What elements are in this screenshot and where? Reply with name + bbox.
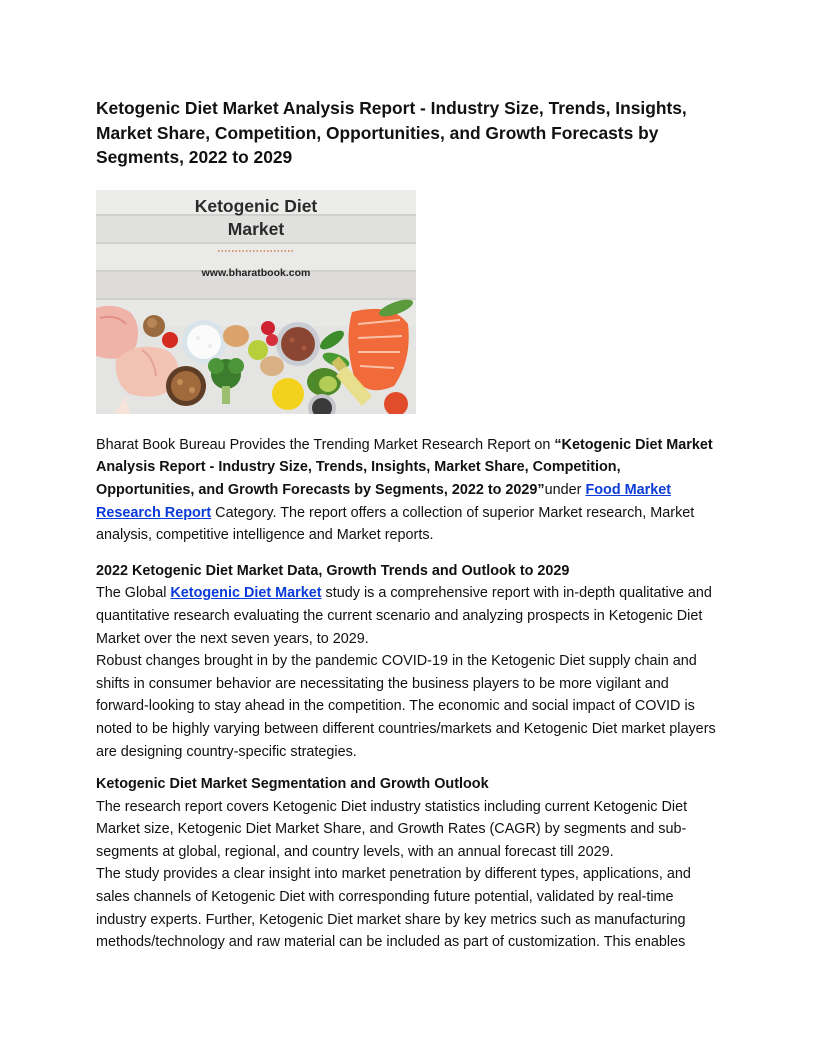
- document-page: [96, 96, 720, 954]
- hero-website: www.bharatbook.com: [201, 266, 311, 279]
- intro-under: under: [544, 481, 586, 498]
- intro-paragraph: [96, 434, 720, 547]
- intro-prefix: Bharat Book Bureau Provides the Trending Market Research Report on: [96, 436, 555, 453]
- section1-paragraph2: Robust changes brought in by the pandemic COVID-19 in the Ketogenic Diet supply chain and shifts in consumer behavior are necessitating the business players to be more vigilant and forward-looking to stay ahead in the competition. The economic and social impact of COVID is noted to be highly varying between different countries/markets and Ketogenic Diet market players are designing country-specific strategies.: [96, 653, 716, 760]
- page-title: Ketogenic Diet Market Analysis Report - Industry Size, Trends, Insights, Market Share, Competition, Opportunities, and Growth Forecasts by Segments, 2022 to 2029: [96, 98, 687, 168]
- hero-heading-line1: Ketogenic Diet: [194, 195, 318, 216]
- hero-image: [96, 190, 416, 414]
- intro-suffix: Category. The report offers a collection of superior Market research, Market analysis, competitive intelligence and Market reports.: [96, 504, 695, 544]
- section2-paragraph1: The research report covers Ketogenic Diet industry statistics including current Ketogenic Diet Market size, Ketogenic Diet Market Share, and Growth Rates (CAGR) by segments and sub-segments at global, regional, and country levels, with an annual forecast till 2029.: [96, 798, 688, 860]
- section1-p1-prefix: The Global: [96, 585, 171, 602]
- section1-heading: 2022 Ketogenic Diet Market Data, Growth Trends and Outlook to 2029: [96, 562, 570, 579]
- hero-heading-line2: Market: [227, 218, 285, 239]
- section1-paragraph1: [96, 582, 720, 650]
- section2-heading: Ketogenic Diet Market Segmentation and Growth Outlook: [96, 776, 489, 793]
- intro-report-title: “Ketogenic Diet Market Analysis Report - Industry Size, Trends, Insights, Market Share, Competition, Opportunities, and Growth Forecasts by Segments, 2022 to 2029”: [96, 436, 713, 498]
- section2-paragraph2: The study provides a clear insight into market penetration by different types, applications, and sales channels of Ketogenic Diet with corresponding future potential, validated by real-time industry experts. Further, Ketogenic Diet market share by key metrics such as manufacturing methods/technology and raw material can be included as part of customization. This enables: [96, 866, 691, 951]
- food-market-research-report-link[interactable]: Food Market Research Report: [96, 481, 672, 521]
- section1-p1-suffix: study is a comprehensive report with in-depth qualitative and quantitative research evaluating the current scenario and analyzing prospects in Ketogenic Diet Market over the next seven years, to 2029.: [96, 585, 712, 647]
- ketogenic-diet-market-link[interactable]: Ketogenic Diet Market: [170, 585, 322, 602]
